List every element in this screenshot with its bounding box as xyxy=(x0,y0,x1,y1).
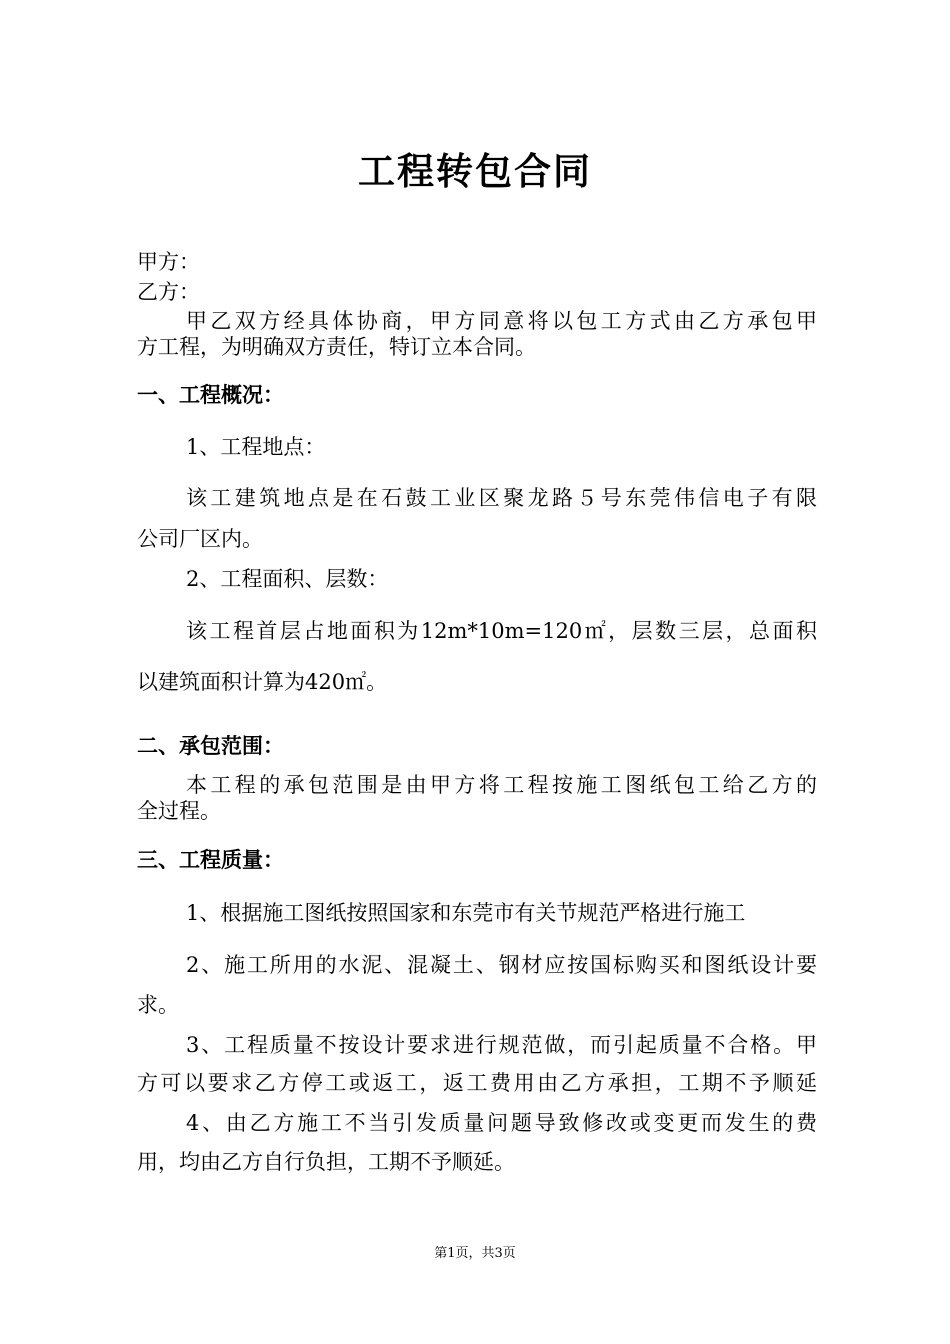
section-heading-quality: 三、工程质量： xyxy=(137,848,284,872)
quality-item-4: 4、由乙方施工不当引发质量问题导致修改或变更而发生的费 xyxy=(186,1111,817,1135)
overview-item-area-text: 该工程首层占地面积为12m*10m=120㎡，层数三层，总面积 xyxy=(186,619,817,643)
quality-item-2: 求。 xyxy=(137,993,179,1017)
document-title: 工程转包合同 xyxy=(358,150,592,193)
intro-paragraph-line: 方工程，为明确双方责任，特订立本合同。 xyxy=(137,335,536,359)
section-heading-overview: 一、工程概况： xyxy=(137,383,284,407)
section-heading-scope: 二、承包范围： xyxy=(137,734,284,758)
quality-item-3: 方可以要求乙方停工或返工，返工费用由乙方承担，工期不予顺延 xyxy=(137,1071,817,1095)
overview-item-location-text: 该工建筑地点是在石鼓工业区聚龙路５号东莞伟信电子有限 xyxy=(186,486,817,510)
quality-item-4: 用，均由乙方自行负担，工期不予顺延。 xyxy=(137,1150,515,1174)
party-a-label: 甲方： xyxy=(137,250,200,274)
quality-item-3: 3、工程质量不按设计要求进行规范做，而引起质量不合格。甲 xyxy=(186,1033,817,1057)
quality-item-1: 1、根据施工图纸按照国家和东莞市有关节规范严格进行施工 xyxy=(186,901,746,925)
scope-paragraph-line: 全过程。 xyxy=(137,799,221,823)
overview-item-location-text: 公司厂区内。 xyxy=(137,527,263,551)
scope-paragraph-line: 本工程的承包范围是由甲方将工程按施工图纸包工给乙方的 xyxy=(186,773,817,797)
page-number-footer: 第1页，共3页 xyxy=(434,1246,516,1261)
overview-item-area-label: 2、工程面积、层数： xyxy=(186,567,389,591)
party-b-label: 乙方： xyxy=(137,280,200,304)
intro-paragraph-line: 甲乙双方经具体协商，甲方同意将以包工方式由乙方承包甲 xyxy=(186,309,817,333)
quality-item-2: 2、施工所用的水泥、混凝土、钢材应按国标购买和图纸设计要 xyxy=(186,953,817,977)
overview-item-location-label: 1、工程地点： xyxy=(186,435,326,459)
overview-item-area-text: 以建筑面积计算为420㎡。 xyxy=(137,670,388,694)
